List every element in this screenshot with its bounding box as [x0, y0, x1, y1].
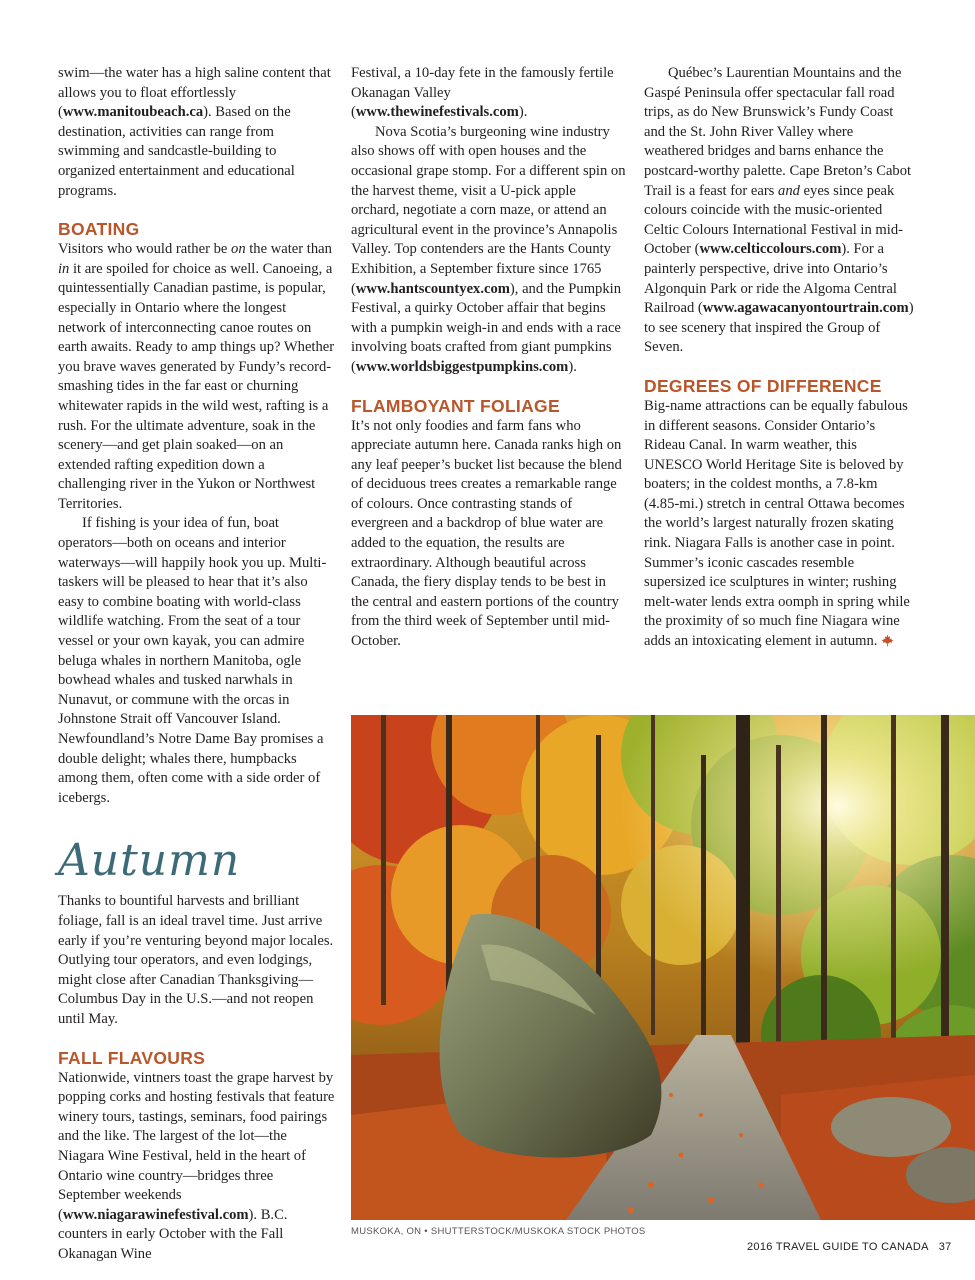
text-run: swim—the water has a high saline content that allows you to float effortlessly ( — [58, 65, 331, 121]
emphasis: in — [58, 260, 70, 277]
text-run: ). — [568, 358, 577, 375]
text-run: ). B.C. counters in early October with the Fall Okanagan Wine — [58, 1206, 288, 1262]
footer-publication-title: 2016 TRAVEL GUIDE TO CANADA — [747, 1241, 929, 1253]
intro-paragraph — [58, 64, 336, 201]
web-address: www.niagarawinefestival.com — [62, 1206, 249, 1223]
emphasis: and — [778, 182, 800, 199]
autumn-forest-photo — [351, 715, 975, 1220]
text-run: ). For a painterly perspective, drive into Ontario’s Algonquin Park or ride the Algoma Central Railroad ( — [644, 241, 897, 317]
web-address: www.thewinefestivals.com — [355, 104, 519, 121]
page-footer — [747, 1241, 952, 1253]
text-run: it are spoiled for choice as well. Canoeing, a quintessentially Canadian pastime, is popular, especially in Ontario where the longest network of interconnecting canoe routes on earth awaits. Ready to amp things up? Whether you brave waves generated by Fundy’s record-smashing tides in the far east or churning whitewater rapids in the wild west, rafting is a rush. For the ultimate adventure, soak in the scenery—and get plain soaked—on an extended rafting expedition down a challenging river in the Yukon or Northwest Territories. — [58, 260, 335, 512]
web-address: www.agawacanyontourtrain.com — [702, 300, 909, 317]
photo-caption: MUSKOKA, ON • SHUTTERSTOCK/MUSKOKA STOCK PHOTOS — [351, 1226, 646, 1237]
text-run: ). Based on the destination, activities can range from swimming and sandcastle-building to organized entertainment and educational programs. — [58, 104, 295, 199]
autumn-section-title: Autumn — [58, 835, 241, 887]
fall-flavours-paragraph — [58, 1069, 336, 1265]
text-run: Visitors who would rather be — [58, 241, 232, 258]
foliage-paragraph: It’s not only foodies and farm fans who appreciate autumn here. Canada ranks high on any leaf peeper’s bucket list because the blend of deciduous trees creates a remarkable range of colours. Once contrasting stands of evergreen and a backdrop of blue water are added to the equation, the results are extraordinary. Although beautiful across Canada, the fiery display tends to be best in the central and eastern portions of the country from the third week of September until mid-October. — [351, 417, 622, 650]
page-number: 37 — [938, 1241, 952, 1253]
column-2 — [351, 64, 627, 652]
maple-leaf-icon — [881, 634, 894, 654]
text-run: Nova Scotia’s burgeoning wine industry also shows off with open houses and the occasional grape stomp. For a different spin on the harvest theme, visit a U-pick apple orchard, negotiate a corn maze, or attend an agricultural event in the province’s Annapolis Valley. Top contenders are the Hants County Exhibition, a September fixture since 1765 ( — [351, 123, 626, 297]
text-run: ), and the Pumpkin Festival, a quirky October affair that begins with a pumpkin weigh-in and ends with a race involving boats crafted from giant pumpkins ( — [351, 280, 621, 375]
nova-scotia-paragraph — [351, 123, 627, 378]
web-address: www.celticcolours.com — [699, 241, 842, 258]
text-run: the water than — [245, 241, 332, 258]
quebec-paragraph — [644, 64, 916, 358]
autumn-paragraph: Thanks to bountiful harvests and brilliant foliage, fall is an ideal travel time. Just arrive early if you’re venturing beyond major locales. Outlying tour operators, and even lodgings, might close after Canadian Thanksgiving—Columbus Day in the U.S.—and not reopen until May. — [58, 893, 334, 1027]
text-run: Québec’s Laurentian Mountains and the Gaspé Peninsula offer spectacular fall road trips, as do New Brunswick’s Fundy Coast and the St. John River Valley where weathered bridges and barns enhance the postcard-worthy palette. Cape Breton’s Cabot Trail is a feast for ears — [644, 65, 912, 199]
text-run: ). — [518, 104, 528, 121]
text-run: Nationwide, vintners toast the grape harvest by popping corks and hosting festivals that feature winery tours, tastings, seminars, food pairings and the like. The largest of the lot—the Niagara Wine Festival, held in the heart of Ontario wine country—bridges three September weekends ( — [58, 1069, 335, 1223]
boating-paragraph-1 — [58, 240, 336, 514]
text-run: ) to see scenery that inspired the Group of Seven. — [644, 300, 914, 356]
text-run: eyes since peak colours coincide with the music-oriented Celtic Colours International Festival in mid-October ( — [644, 182, 903, 258]
degrees-heading: DEGREES OF DIFFERENCE — [644, 375, 882, 396]
degrees-paragraph — [644, 397, 916, 654]
emphasis: on — [231, 241, 246, 258]
column-3 — [644, 64, 916, 654]
boating-paragraph-2: If fishing is your idea of fun, boat operators—both on oceans and interior waterways—will happily hook you up. Multi-taskers will be pleased to hear that it’s also easy to combine boating with world-class wildlife watching. From the seat of a tour vessel or your own kayak, you can admire beluga whales in northern Manitoba, ogle bowhead whales and tusked narwhals in Nunavut, or commune with the orcas in Johnstone Strait off Vancouver Island. Newfoundland’s Notre Dame Bay promises a double delight; whales there, humpbacks among them, often come with a side order of icebergs. — [58, 515, 327, 806]
fall-flavours-heading: FALL FLAVOURS — [58, 1047, 206, 1068]
web-address: www.worldsbiggestpumpkins.com — [355, 358, 569, 375]
degrees-text: Big-name attractions can be equally fabulous in different seasons. Consider Ontario’s Rideau Canal. In warm weather, this UNESCO World Heritage Site is beloved by boaters; in the coldest months, a 7.8-km (4.85-mi.) stretch in central Ottawa becomes the world’s largest naturally frozen skating rink. Niagara Falls is another case in point. Summer’s iconic cascades resemble supersized ice sculptures in winter; rushing melt-water lends extra oomph in spring while the proximity of so much fine Niagara wine adds an intoxicating element in autumn. — [644, 397, 910, 650]
wine-festival-paragraph — [351, 64, 627, 123]
web-address: www.manitoubeach.ca — [62, 104, 204, 121]
web-address: www.hantscountyex.com — [355, 280, 510, 297]
boating-heading: BOATING — [58, 219, 140, 240]
column-1 — [58, 64, 336, 1264]
text-run: Festival, a 10-day fete in the famously fertile Okanagan Valley ( — [351, 65, 614, 121]
foliage-heading: FLAMBOYANT FOLIAGE — [351, 395, 560, 416]
